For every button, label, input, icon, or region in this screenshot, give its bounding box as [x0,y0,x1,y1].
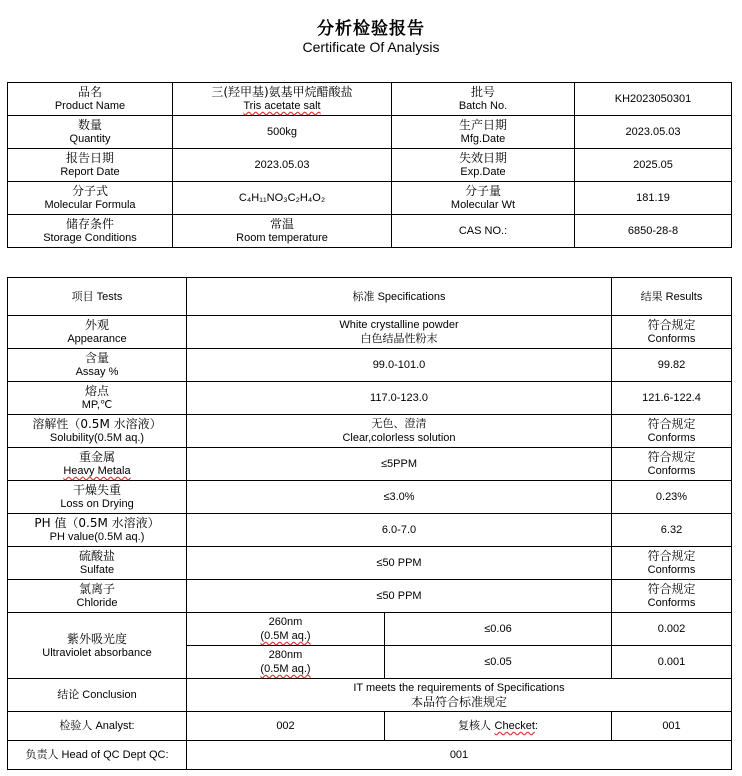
test-name: 硫酸盐 Sulfate [8,547,187,580]
checker-label: 复核人 Checket: [385,712,612,741]
test-row [8,580,732,613]
test-result: 6.32 [612,514,732,547]
test-result: 符合规定 Conforms [612,316,732,349]
uv-280-result: 0.001 [612,646,732,679]
uv-280-wavelength: 280nm (0.5M aq.) [187,646,385,679]
uv-label: 紫外吸光度 Ultraviolet absorbance [8,613,187,679]
cas-value: 6850-28-8 [575,215,732,248]
spec-header: 标准 Specifications [187,278,612,316]
test-row [8,547,732,580]
head-qc-label: 负责人 Head of QC Dept QC: [8,741,187,770]
test-spec: 99.0-101.0 [187,349,612,382]
test-name: 氯离子 Chloride [8,580,187,613]
test-spec: ≤50 PPM [187,547,612,580]
uv-280-spec: ≤0.05 [385,646,612,679]
report-date-label: 报告日期 Report Date [8,149,173,182]
test-name: 外观 Appearance [8,316,187,349]
conclusion-value: IT meets the requirements of Specifications 本品符合标准规定 [187,679,732,712]
test-row [8,349,732,382]
test-name: 熔点 MP,℃ [8,382,187,415]
uv-260-wavelength: 260nm (0.5M aq.) [187,613,385,646]
test-spec: White crystalline powder 白色结晶性粉末 [187,316,612,349]
product-info-table [7,82,732,248]
page-title: 分析检验报告 [317,19,425,39]
uv-260-result: 0.002 [612,613,732,646]
tests-table [7,277,732,770]
batch-value: KH2023050301 [575,83,732,116]
test-row [8,316,732,349]
product-name-label: 品名 Product Name [8,83,173,116]
test-result: 符合规定 Conforms [612,580,732,613]
test-spec: ≤50 PPM [187,580,612,613]
test-name: 含量 Assay % [8,349,187,382]
test-name: 干燥失重 Loss on Drying [8,481,187,514]
test-name: PH 值（0.5M 水溶液） PH value(0.5M aq.) [8,514,187,547]
test-result: 符合规定 Conforms [612,448,732,481]
test-spec: 117.0-123.0 [187,382,612,415]
checker-value: 001 [612,712,732,741]
exp-date-value: 2025.05 [575,149,732,182]
mfg-date-label: 生产日期 Mfg.Date [392,116,575,149]
product-name-value: 三(羟甲基)氨基甲烷醋酸盐 Tris acetate salt [173,83,392,116]
test-row [8,382,732,415]
test-spec: 6.0-7.0 [187,514,612,547]
test-spec: ≤3.0% [187,481,612,514]
test-spec: ≤5PPM [187,448,612,481]
test-row [8,514,732,547]
page-subtitle: Certificate Of Analysis [302,39,440,55]
storage-label: 储存条件 Storage Conditions [8,215,173,248]
results-header: 结果 Results [612,278,732,316]
tests-header: 项目 Tests [8,278,187,316]
quantity-label: 数量 Quantity [8,116,173,149]
storage-value: 常温 Room temperature [173,215,392,248]
test-name: 重金属 Heavy Metala [8,448,187,481]
test-result: 0.23% [612,481,732,514]
test-result: 99.82 [612,349,732,382]
mfg-date-value: 2023.05.03 [575,116,732,149]
test-row [8,481,732,514]
analyst-label: 检验人 Analyst: [8,712,187,741]
analyst-value: 002 [187,712,385,741]
test-spec: 无色、澄清 Clear,colorless solution [187,415,612,448]
test-result: 符合规定 Conforms [612,547,732,580]
test-name: 溶解性（0.5M 水溶液） Solubility(0.5M aq.) [8,415,187,448]
cas-label: CAS NO.: [392,215,575,248]
test-row [8,448,732,481]
conclusion-label: 结论 Conclusion [8,679,187,712]
exp-date-label: 失效日期 Exp.Date [392,149,575,182]
formula-value: C₄H₁₁NO₃C₂H₄O₂ [173,182,392,215]
head-qc-value: 001 [187,741,732,770]
report-date-value: 2023.05.03 [173,149,392,182]
formula-label: 分子式 Molecular Formula [8,182,173,215]
molecular-weight-label: 分子量 Molecular Wt [392,182,575,215]
batch-label: 批号 Batch No. [392,83,575,116]
test-result: 121.6-122.4 [612,382,732,415]
quantity-value: 500kg [173,116,392,149]
test-result: 符合规定 Conforms [612,415,732,448]
test-row [8,415,732,448]
molecular-weight-value: 181.19 [575,182,732,215]
uv-260-spec: ≤0.06 [385,613,612,646]
